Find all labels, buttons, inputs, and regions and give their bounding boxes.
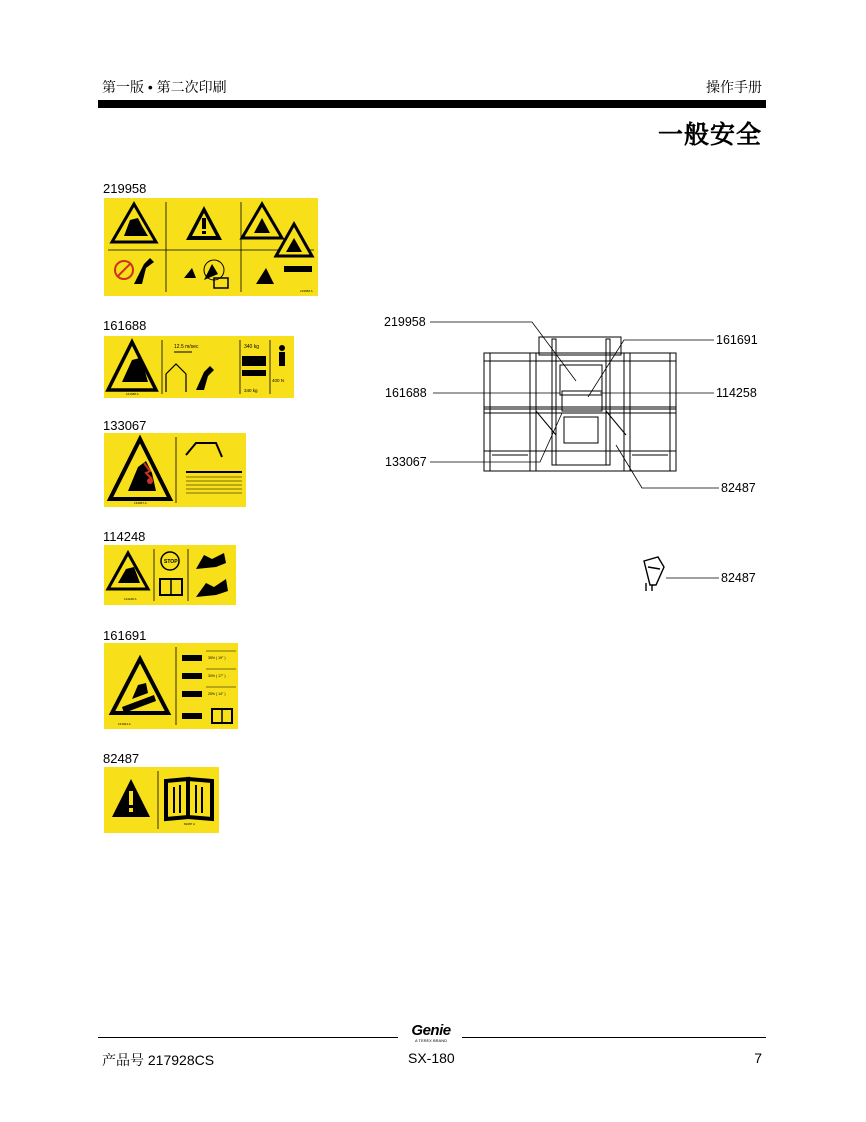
manual-book-icon [160, 579, 182, 595]
svg-text:82487 A: 82487 A [184, 822, 196, 826]
svg-text:161688 A: 161688 A [126, 392, 139, 396]
manual-book-icon [166, 779, 212, 819]
warning-triangle-icon [108, 342, 156, 390]
person-icon [279, 345, 285, 366]
decal-label-82487: 82487 [103, 751, 140, 766]
header-rule [98, 100, 766, 108]
callout-133067: 133067 [385, 455, 427, 469]
decal-114248 [104, 545, 236, 605]
warning-triangle-icon [276, 224, 312, 256]
callout-82487-manual-holder: 82487 [721, 571, 756, 585]
footer-rule-left [98, 1037, 398, 1038]
decal-tiny-code: 219958 A [300, 289, 313, 293]
callout-219958: 219958 [384, 315, 426, 329]
tip-over-warning-icon [112, 659, 168, 713]
section-title: 一般安全 [657, 121, 762, 149]
svg-text:STOP: STOP [164, 559, 178, 565]
decal-82487 [104, 767, 219, 833]
machine-diagram [380, 305, 780, 605]
footer-model: SX-180 [408, 1050, 455, 1066]
manual-book-icon [212, 709, 232, 723]
svg-text:12.5 m/sec: 12.5 m/sec [174, 344, 199, 350]
svg-text:30% ( 17° ): 30% ( 17° ) [208, 674, 226, 678]
svg-text:340 kg: 340 kg [244, 388, 258, 393]
callout-161688: 161688 [385, 386, 427, 400]
callout-82487: 82487 [721, 481, 756, 495]
decal-label-219958: 219958 [103, 181, 147, 196]
footer-rule-right [462, 1037, 766, 1038]
prohibition-icon [115, 261, 133, 279]
decal-219958 [104, 198, 318, 296]
decal-label-161688: 161688 [103, 318, 147, 333]
svg-text:133067 A: 133067 A [134, 501, 147, 505]
warning-triangle-icon [112, 204, 156, 242]
warning-triangle-icon [112, 779, 150, 817]
electrocution-warning-icon [110, 439, 170, 499]
header-manual-title: 操作手册 [706, 79, 762, 95]
callout-114258: 114258 [716, 386, 757, 400]
svg-text:340 kg: 340 kg [244, 344, 260, 350]
decal-161691 [104, 643, 238, 729]
warning-triangle-icon [186, 206, 222, 240]
stop-sign-icon [161, 552, 179, 570]
decal-161688 [104, 336, 294, 398]
svg-text:400 N: 400 N [272, 378, 285, 383]
manual-holder-icon [644, 557, 664, 591]
svg-text:35% ( 19° ): 35% ( 19° ) [208, 656, 226, 660]
header-edition: 第一版 • 第二次印刷 [102, 79, 227, 95]
decal-133067 [104, 433, 246, 507]
warning-triangle-icon [242, 204, 282, 238]
svg-text:161691 A: 161691 A [118, 722, 131, 726]
decal-label-133067: 133067 [103, 418, 147, 433]
footer-page-number: 7 [754, 1050, 762, 1066]
svg-text:25% ( 14° ): 25% ( 14° ) [208, 692, 226, 696]
genie-logo: Genie A TEREX BRAND [411, 1022, 451, 1043]
decal-label-114248: 114248 [103, 529, 146, 544]
warning-triangle-icon [108, 553, 148, 589]
callout-161691: 161691 [716, 333, 758, 347]
svg-text:114248 A: 114248 A [124, 597, 137, 601]
footer-part-number: 产品号 217928CS [102, 1052, 215, 1068]
decal-label-161691: 161691 [103, 628, 147, 643]
